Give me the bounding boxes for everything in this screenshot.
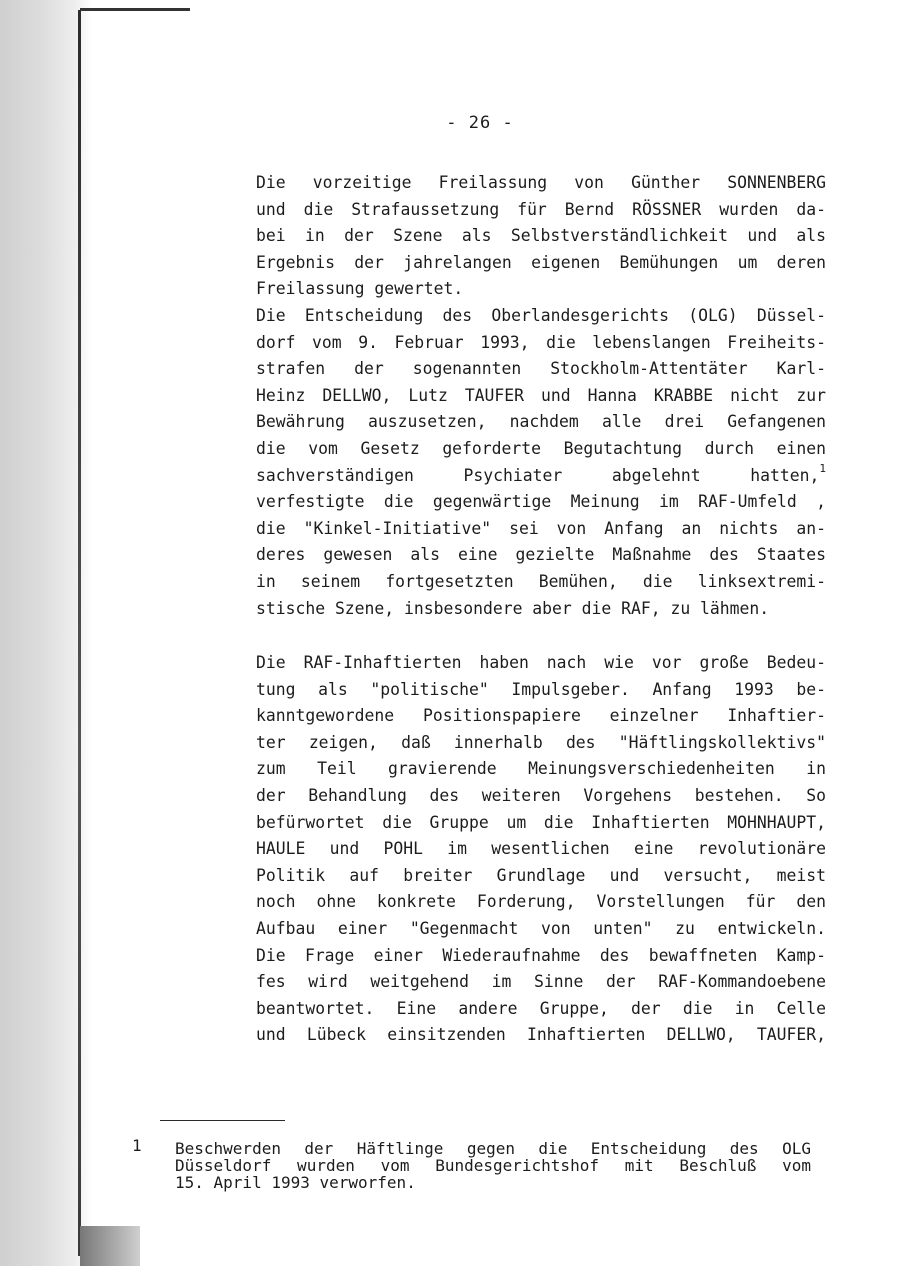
text-line: beantwortet. Eine andere Gruppe, der die in Celle [256,998,826,1018]
text-segment: sachverständigen Psychiater abgelehnt hatten, [256,465,820,485]
text-line: Die Frage einer Wiederaufnahme des bewaffneten Kamp- [256,945,826,965]
text-line: in seinem fortgesetzten Bemühen, die linksextremi- [256,571,826,591]
binding-edge [78,10,81,1256]
text-line: verfestigte die gegenwärtige Meinung im RAF-Umfeld , [256,492,826,512]
footnote-divider [160,1120,285,1121]
page-number: - 26 - [446,113,514,133]
text-line: strafen der sogenannten Stockholm-Attentäter Karl- [256,359,826,379]
text-line: stische Szene, insbesondere aber die RAF, zu lähmen. [256,598,770,618]
text-line: und die Strafaussetzung für Bernd RÖSSNER wurden da- [256,199,826,219]
text-line: Politik auf breiter Grundlage und versucht, meist [256,865,826,885]
footnote-line: 15. April 1993 verworfen. [175,1173,416,1192]
footnote-line: Beschwerden der Häftlinge gegen die Entscheidung des OLG [175,1139,811,1158]
text-line: ter zeigen, daß innerhalb des "Häftlingskollektivs" [256,732,826,752]
text-line: die "Kinkel-Initiative" sei von Anfang an nichts an- [256,518,826,538]
text-line: Freilassung gewertet. [256,279,464,299]
text-line: und Lübeck einsitzenden Inhaftierten DELLWO, TAUFER, [256,1025,826,1045]
text-line: dorf vom 9. Februar 1993, die lebenslangen Freiheits- [256,332,826,352]
text-line: der Behandlung des weiteren Vorgehens bestehen. So [256,785,826,805]
footnote-text [175,1140,811,1191]
scan-bottom-shade [80,1226,140,1266]
text-line: Die Entscheidung des Oberlandesgerichts (OLG) Düssel- [256,305,826,325]
text-line-with-footnote [256,463,826,490]
paragraph-1 [256,170,826,622]
text-line: Aufbau einer "Gegenmacht von unten" zu entwickeln. [256,918,826,938]
footnote-line: Düsseldorf wurden vom Bundesgerichtshof mit Beschluß vom [175,1156,811,1175]
text-line: kanntgewordene Positionspapiere einzelner Inhaftier- [256,706,826,726]
text-line: bei in der Szene als Selbstverständlichkeit und als [256,226,826,246]
footnote-reference[interactable]: 1 [819,461,826,475]
text-line: deres gewesen als eine gezielte Maßnahme des Staates [256,545,826,565]
text-line: Die vorzeitige Freilassung von Günther SONNENBERG [256,173,826,192]
text-line: fes wird weitgehend im Sinne der RAF-Kommandoebene [256,972,826,992]
scan-top-mark [80,8,190,11]
text-line: Die RAF-Inhaftierten haben nach wie vor große Bedeu- [256,653,826,672]
text-line: Heinz DELLWO, Lutz TAUFER und Hanna KRABBE nicht zur [256,385,826,405]
text-line: tung als "politische" Impulsgeber. Anfang 1993 be- [256,679,826,699]
paragraph-2 [256,650,826,1049]
footnote-number: 1 [132,1136,142,1155]
text-line: Ergebnis der jahrelangen eigenen Bemühungen um deren [256,252,826,272]
text-line: befürwortet die Gruppe um die Inhaftierten MOHNHAUPT, [256,812,826,832]
text-line: die vom Gesetz geforderte Begutachtung durch einen [256,438,826,458]
text-line: noch ohne konkrete Forderung, Vorstellungen für den [256,892,826,912]
text-line: HAULE und POHL im wesentlichen eine revolutionäre [256,839,826,859]
text-line: Bewährung auszusetzen, nachdem alle drei Gefangenen [256,412,826,432]
text-line: zum Teil gravierende Meinungsverschiedenheiten in [256,759,826,779]
